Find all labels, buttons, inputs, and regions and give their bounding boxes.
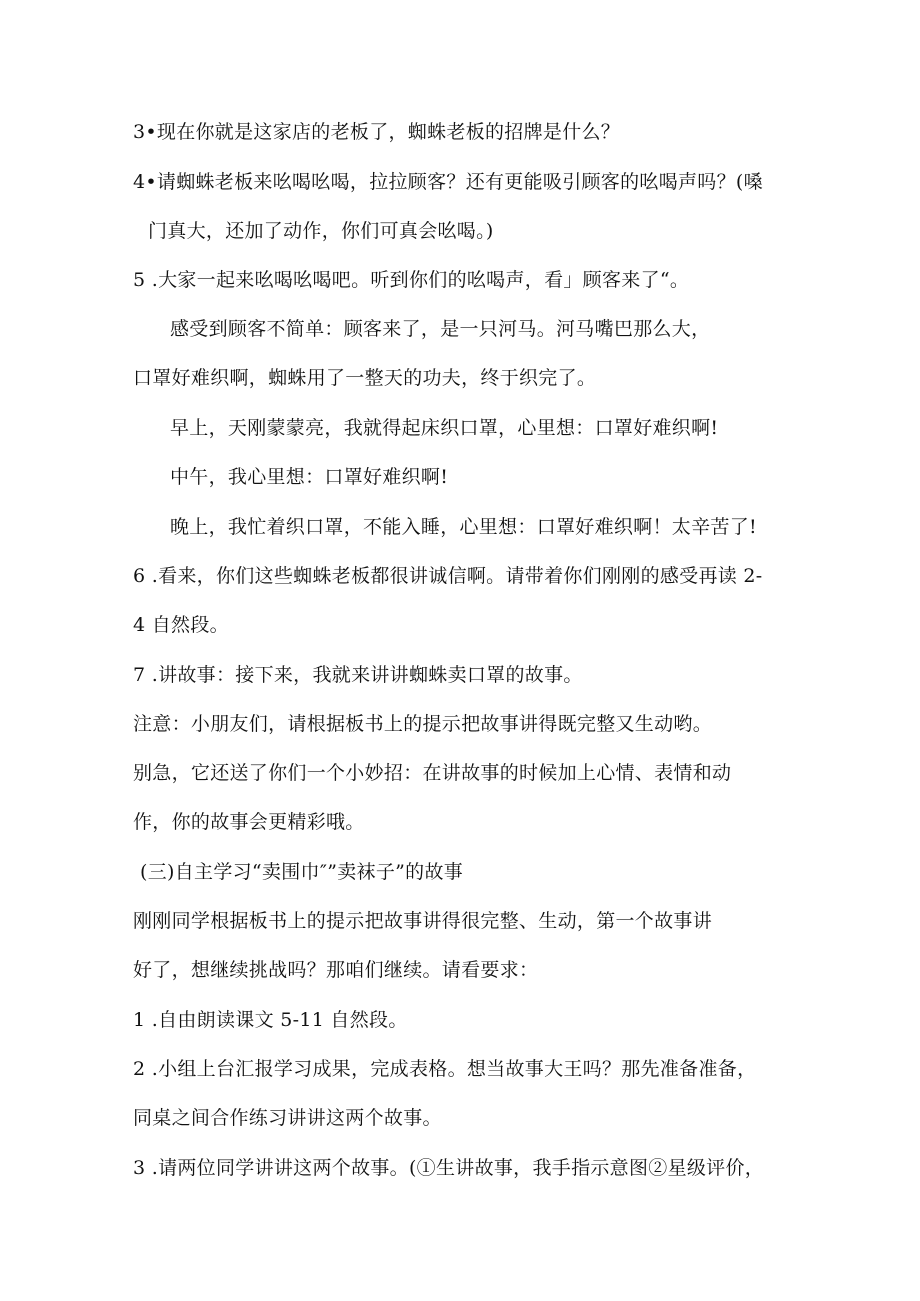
section-heading-3: (三)自主学习“卖围巾″”卖袜子”的故事 [140, 861, 464, 883]
text-line-7: 7 .讲故事：接下来，我就来讲讲蜘蛛卖口罩的故事。 [133, 664, 583, 686]
text-req-3: 3 .请两位同学讲讲这两个故事。(①生讲故事，我手指示意图②星级评价， [133, 1157, 765, 1179]
text-morning: 早上，天刚蒙蒙亮，我就得起床织口罩，心里想：口罩好难织啊! [170, 417, 719, 439]
text-intro-cont: 好了，想继续挑战吗？那咱们继续。请看要求： [133, 959, 539, 981]
text-evening: 晚上，我忙着织口罩，不能入睡，心里想：口罩好难织啊！太辛苦了! [170, 516, 757, 538]
text-noon: 中午，我心里想：口罩好难织啊! [170, 466, 449, 488]
text-line-3: 3•现在你就是这家店的老板了，蜘蛛老板的招牌是什么？ [133, 121, 621, 143]
text-req-2-cont: 同桌之间合作练习讲讲这两个故事。 [133, 1107, 442, 1129]
text-tip-cont: 作，你的故事会更精彩哦。 [133, 811, 365, 833]
text-line-5: 5 .大家一起来吆喝吆喝吧。听到你们的吆喝声，看」顾客来了“。 [133, 269, 690, 291]
text-intro: 刚刚同学根据板书上的提示把故事讲得很完整、生动，第一个故事讲 [133, 910, 713, 932]
text-line-6: 6 .看来，你们这些蜘蛛老板都很讲诚信啊。请带着你们刚刚的感受再读 2- [133, 565, 763, 587]
text-line-4-cont: 门真大，还加了动作，你们可真会吆喝。) [148, 220, 494, 242]
text-note: 注意：小朋友们，请根据板书上的提示把故事讲得既完整又生动哟。 [133, 713, 713, 735]
text-req-1: 1 .自由朗读课文 5-11 自然段。 [133, 1009, 408, 1031]
text-paragraph-feel-cont: 口罩好难织啊，蜘蛛用了一整天的功夫，终于织完了。 [133, 367, 597, 389]
text-tip: 别急，它还送了你们一个小妙招：在讲故事的时候加上心情、表情和动 [133, 762, 732, 784]
text-line-4: 4•请蜘蛛老板来吆喝吆喝，拉拉顾客？还有更能吸引顾客的吆喝声吗？(嗓 [133, 171, 763, 193]
text-paragraph-feel: 感受到顾客不简单：顾客来了，是一只河马。河马嘴巴那么大， [170, 318, 711, 340]
text-req-2: 2 .小组上台汇报学习成果，完成表格。想当故事大王吗？那先准备准备， [133, 1058, 757, 1080]
text-line-6-cont: 4 自然段。 [133, 614, 229, 636]
